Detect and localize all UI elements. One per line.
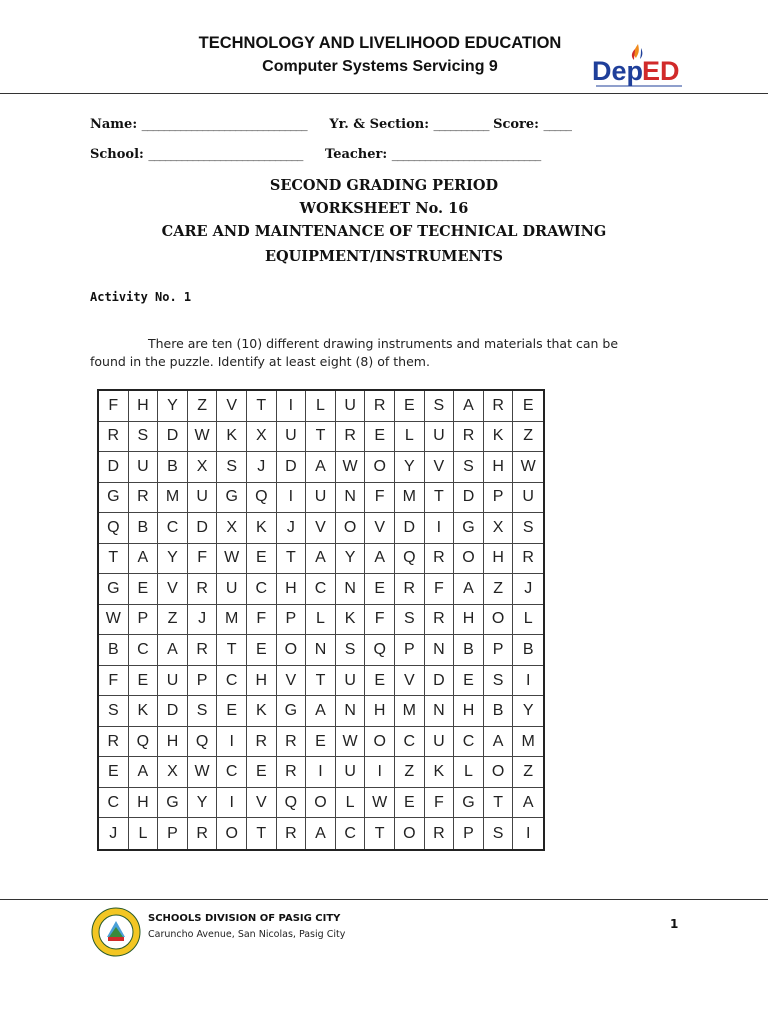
puzzle-cell[interactable]: J (277, 513, 307, 544)
puzzle-cell[interactable]: I (306, 757, 336, 788)
puzzle-cell[interactable]: O (484, 757, 514, 788)
puzzle-cell[interactable]: Q (277, 788, 307, 819)
course-subtitle: Computer Systems Servicing 9 (262, 58, 498, 75)
activity-label: Activity No. 1 (90, 290, 192, 304)
teacher-label: Teacher: (325, 147, 388, 162)
puzzle-cell[interactable]: B (454, 635, 484, 666)
puzzle-cell[interactable]: W (365, 788, 395, 819)
puzzle-cell[interactable]: F (99, 666, 129, 697)
puzzle-cell[interactable]: R (425, 544, 455, 575)
puzzle-cell[interactable]: U (129, 452, 159, 483)
puzzle-cell[interactable]: J (188, 605, 218, 636)
puzzle-cell[interactable]: Z (158, 605, 188, 636)
puzzle-cell[interactable]: Y (513, 696, 543, 727)
puzzle-cell[interactable]: Z (513, 757, 543, 788)
puzzle-cell[interactable]: D (158, 696, 188, 727)
puzzle-cell[interactable]: L (395, 422, 425, 453)
puzzle-cell[interactable]: F (99, 391, 129, 422)
puzzle-cell[interactable]: R (99, 422, 129, 453)
puzzle-cell[interactable]: E (365, 574, 395, 605)
puzzle-cell[interactable]: O (395, 818, 425, 849)
puzzle-cell[interactable]: E (395, 391, 425, 422)
puzzle-cell[interactable]: R (454, 422, 484, 453)
puzzle-cell[interactable]: H (365, 696, 395, 727)
puzzle-cell[interactable]: B (99, 635, 129, 666)
puzzle-cell[interactable]: Q (129, 727, 159, 758)
puzzle-cell[interactable]: T (484, 788, 514, 819)
puzzle-cell[interactable]: W (99, 605, 129, 636)
puzzle-cell[interactable]: G (277, 696, 307, 727)
name-field[interactable]: ______________________________ (141, 117, 307, 132)
puzzle-cell[interactable]: A (306, 696, 336, 727)
puzzle-cell[interactable]: U (513, 483, 543, 514)
puzzle-cell[interactable]: N (336, 483, 366, 514)
puzzle-cell[interactable]: V (425, 452, 455, 483)
puzzle-cell[interactable]: A (454, 574, 484, 605)
puzzle-cell[interactable]: K (217, 422, 247, 453)
puzzle-cell[interactable]: N (336, 574, 366, 605)
puzzle-cell[interactable]: E (454, 666, 484, 697)
puzzle-cell[interactable]: O (365, 727, 395, 758)
puzzle-cell[interactable]: U (336, 391, 366, 422)
puzzle-cell[interactable]: K (336, 605, 366, 636)
puzzle-cell[interactable]: L (306, 391, 336, 422)
section-field[interactable]: __________ (433, 117, 489, 132)
puzzle-cell[interactable]: S (99, 696, 129, 727)
puzzle-cell[interactable]: K (425, 757, 455, 788)
puzzle-cell[interactable]: E (365, 666, 395, 697)
puzzle-cell[interactable]: L (306, 605, 336, 636)
puzzle-cell[interactable]: R (188, 818, 218, 849)
school-label: School: (90, 147, 144, 162)
puzzle-cell[interactable]: S (513, 513, 543, 544)
puzzle-cell[interactable]: E (217, 696, 247, 727)
name-label: Name: (90, 117, 138, 132)
puzzle-cell[interactable]: U (336, 757, 366, 788)
puzzle-cell[interactable]: E (247, 635, 277, 666)
puzzle-cell[interactable]: R (513, 544, 543, 575)
puzzle-cell[interactable]: W (188, 757, 218, 788)
puzzle-cell[interactable]: R (484, 391, 514, 422)
puzzle-cell[interactable]: P (158, 818, 188, 849)
school-field[interactable]: ____________________________ (148, 147, 303, 162)
puzzle-cell[interactable]: L (513, 605, 543, 636)
puzzle-cell[interactable]: U (188, 483, 218, 514)
puzzle-cell[interactable]: W (217, 544, 247, 575)
puzzle-cell[interactable]: Z (513, 422, 543, 453)
puzzle-cell[interactable]: V (277, 666, 307, 697)
puzzle-cell[interactable]: V (365, 513, 395, 544)
division-name: SCHOOLS DIVISION OF PASIG CITY (148, 913, 341, 924)
puzzle-cell[interactable]: X (217, 513, 247, 544)
grading-period-heading: SECOND GRADING PERIOD (269, 177, 499, 194)
puzzle-cell[interactable]: D (277, 452, 307, 483)
puzzle-cell[interactable]: Z (395, 757, 425, 788)
puzzle-cell[interactable]: H (277, 574, 307, 605)
puzzle-cell[interactable]: A (454, 391, 484, 422)
puzzle-cell[interactable]: B (484, 696, 514, 727)
puzzle-cell[interactable]: U (158, 666, 188, 697)
puzzle-cell[interactable]: J (99, 818, 129, 849)
puzzle-cell[interactable]: I (277, 391, 307, 422)
form-row-name (90, 117, 571, 132)
topic-heading-line1: CARE AND MAINTENANCE OF TECHNICAL DRAWING (161, 223, 607, 240)
puzzle-cell[interactable]: U (336, 666, 366, 697)
puzzle-cell[interactable]: E (99, 757, 129, 788)
puzzle-cell[interactable]: R (365, 391, 395, 422)
word-search-grid (97, 389, 545, 851)
puzzle-cell[interactable]: S (217, 452, 247, 483)
puzzle-cell[interactable]: P (395, 635, 425, 666)
puzzle-cell[interactable]: Y (158, 544, 188, 575)
subject-title: TECHNOLOGY AND LIVELIHOOD EDUCATION (198, 34, 562, 52)
puzzle-cell[interactable]: T (217, 635, 247, 666)
deped-logo-text: Dep (592, 56, 644, 86)
puzzle-cell[interactable]: D (188, 513, 218, 544)
puzzle-cell[interactable]: D (454, 483, 484, 514)
puzzle-cell[interactable]: W (188, 422, 218, 453)
score-field[interactable]: _____ (543, 117, 572, 132)
puzzle-cell[interactable]: F (247, 605, 277, 636)
puzzle-cell[interactable]: I (525, 824, 531, 842)
puzzle-cell[interactable]: R (336, 422, 366, 453)
deped-logo (588, 40, 688, 92)
puzzle-cell[interactable]: T (277, 544, 307, 575)
puzzle-cell[interactable]: O (336, 513, 366, 544)
puzzle-cell[interactable]: A (365, 544, 395, 575)
puzzle-cell[interactable]: Y (395, 452, 425, 483)
puzzle-cell[interactable]: C (217, 757, 247, 788)
puzzle-cell[interactable]: E (247, 757, 277, 788)
puzzle-cell[interactable]: A (306, 818, 336, 849)
puzzle-cell[interactable]: G (454, 513, 484, 544)
puzzle-cell[interactable]: X (484, 513, 514, 544)
puzzle-cell[interactable]: P (129, 605, 159, 636)
puzzle-cell[interactable]: C (217, 666, 247, 697)
puzzle-cell[interactable]: M (513, 727, 543, 758)
division-address: Caruncho Avenue, San Nicolas, Pasig City (148, 929, 346, 940)
puzzle-cell[interactable]: R (277, 818, 307, 849)
puzzle-cell[interactable]: B (158, 452, 188, 483)
puzzle-cell[interactable]: A (306, 452, 336, 483)
puzzle-cell[interactable]: R (425, 818, 455, 849)
puzzle-cell[interactable]: I (365, 757, 395, 788)
puzzle-cell[interactable]: I (217, 727, 247, 758)
puzzle-cell[interactable]: V (395, 666, 425, 697)
puzzle-cell[interactable]: C (395, 727, 425, 758)
puzzle-cell[interactable]: N (425, 696, 455, 727)
teacher-field[interactable]: ___________________________ (391, 147, 541, 162)
puzzle-cell[interactable]: R (425, 605, 455, 636)
puzzle-cell[interactable]: S (484, 666, 514, 697)
puzzle-cell[interactable]: O (454, 544, 484, 575)
puzzle-cell[interactable]: T (425, 483, 455, 514)
puzzle-cell[interactable]: U (306, 483, 336, 514)
score-label: Score: (493, 117, 539, 132)
puzzle-cell[interactable]: Q (395, 544, 425, 575)
puzzle-cell[interactable]: M (217, 605, 247, 636)
puzzle-cell[interactable]: A (484, 727, 514, 758)
puzzle-cell[interactable]: E (365, 422, 395, 453)
puzzle-cell[interactable]: Y (336, 544, 366, 575)
puzzle-cell[interactable]: O (277, 635, 307, 666)
puzzle-cell[interactable]: C (306, 574, 336, 605)
puzzle-cell[interactable]: H (484, 544, 514, 575)
puzzle-cell[interactable]: S (425, 391, 455, 422)
puzzle-cell[interactable]: A (158, 635, 188, 666)
puzzle-cell[interactable]: O (484, 605, 514, 636)
puzzle-cell[interactable]: A (513, 788, 543, 819)
puzzle-cell[interactable]: U (425, 422, 455, 453)
worksheet-number-heading: WORKSHEET No. 16 (299, 200, 469, 217)
puzzle-cell[interactable]: H (158, 727, 188, 758)
division-seal-icon (91, 907, 141, 957)
puzzle-cell[interactable]: J (513, 574, 543, 605)
puzzle-cell[interactable]: G (158, 788, 188, 819)
puzzle-cell[interactable]: E (129, 666, 159, 697)
puzzle-cell[interactable]: X (158, 757, 188, 788)
puzzle-cell[interactable]: T (365, 818, 395, 849)
puzzle-cell[interactable]: R (99, 727, 129, 758)
puzzle-cell[interactable]: D (158, 422, 188, 453)
puzzle-cell[interactable]: X (188, 452, 218, 483)
puzzle-cell[interactable]: G (217, 483, 247, 514)
puzzle-cell[interactable]: S (188, 696, 218, 727)
page-number: 1 (670, 917, 679, 931)
puzzle-cell[interactable]: Y (188, 788, 218, 819)
puzzle-cell[interactable]: Y (158, 391, 188, 422)
puzzle-cell[interactable]: C (336, 818, 366, 849)
footer-divider (0, 899, 768, 900)
puzzle-cell[interactable]: F (425, 574, 455, 605)
puzzle-cell[interactable]: T (247, 391, 277, 422)
puzzle-cell[interactable]: T (306, 422, 336, 453)
puzzle-cell[interactable]: Q (188, 727, 218, 758)
puzzle-cell[interactable]: P (188, 666, 218, 697)
puzzle-cell[interactable]: A (306, 544, 336, 575)
header-divider (0, 93, 768, 94)
puzzle-cell[interactable]: O (365, 452, 395, 483)
puzzle-cell[interactable]: K (484, 422, 514, 453)
puzzle-cell[interactable]: Q (247, 483, 277, 514)
puzzle-cell[interactable]: B (129, 513, 159, 544)
puzzle-cell[interactable]: I (217, 788, 247, 819)
puzzle-cell[interactable]: K (129, 696, 159, 727)
puzzle-cell[interactable]: S (336, 635, 366, 666)
puzzle-cell[interactable]: U (425, 727, 455, 758)
puzzle-cell[interactable]: F (425, 788, 455, 819)
puzzle-cell[interactable]: A (129, 544, 159, 575)
puzzle-cell[interactable]: C (247, 574, 277, 605)
puzzle-cell[interactable]: H (129, 788, 159, 819)
puzzle-cell[interactable]: R (395, 574, 425, 605)
puzzle-cell[interactable]: H (247, 666, 277, 697)
puzzle-cell[interactable]: U (217, 574, 247, 605)
puzzle-cell[interactable]: K (247, 696, 277, 727)
puzzle-cell[interactable]: H (484, 452, 514, 483)
puzzle-cell[interactable]: M (395, 483, 425, 514)
puzzle-cell[interactable]: O (217, 818, 247, 849)
puzzle-cell[interactable]: G (99, 483, 129, 514)
puzzle-cell[interactable]: A (129, 757, 159, 788)
puzzle-cell[interactable]: L (129, 818, 159, 849)
puzzle-cell[interactable]: T (99, 544, 129, 575)
svg-text:ED: ED (642, 56, 680, 86)
puzzle-cell[interactable]: W (336, 727, 366, 758)
puzzle-cell[interactable]: V (217, 391, 247, 422)
puzzle-cell[interactable]: Q (365, 635, 395, 666)
puzzle-cell[interactable]: E (129, 574, 159, 605)
puzzle-cell[interactable]: T (306, 666, 336, 697)
puzzle-cell[interactable]: S (129, 422, 159, 453)
puzzle-cell[interactable]: F (365, 483, 395, 514)
puzzle-cell[interactable]: P (454, 818, 484, 849)
puzzle-cell[interactable]: R (129, 483, 159, 514)
puzzle-cell[interactable]: X (247, 422, 277, 453)
puzzle-cell[interactable]: O (306, 788, 336, 819)
puzzle-cell[interactable]: S (454, 452, 484, 483)
puzzle-cell[interactable]: S (395, 605, 425, 636)
puzzle-cell[interactable]: I (425, 513, 455, 544)
puzzle-cell[interactable]: S (484, 818, 514, 849)
puzzle-cell[interactable]: B (513, 635, 543, 666)
puzzle-cell[interactable]: P (484, 635, 514, 666)
puzzle-cell[interactable]: R (188, 574, 218, 605)
puzzle-cell[interactable]: C (454, 727, 484, 758)
puzzle-cell[interactable]: F (188, 544, 218, 575)
puzzle-cell[interactable]: E (306, 727, 336, 758)
puzzle-cell[interactable]: F (365, 605, 395, 636)
section-label: Yr. & Section: (329, 117, 430, 132)
puzzle-cell[interactable]: L (454, 757, 484, 788)
puzzle-cell[interactable]: G (99, 574, 129, 605)
puzzle-cell[interactable]: V (158, 574, 188, 605)
puzzle-cell[interactable]: D (395, 513, 425, 544)
puzzle-cell[interactable]: P (277, 605, 307, 636)
puzzle-cell[interactable]: W (336, 452, 366, 483)
puzzle-cell[interactable]: E (513, 391, 543, 422)
puzzle-cell[interactable]: U (277, 422, 307, 453)
form-row-school (90, 147, 540, 162)
puzzle-cell[interactable]: N (425, 635, 455, 666)
topic-heading-line2: EQUIPMENT/INSTRUMENTS (264, 248, 504, 265)
puzzle-cell[interactable]: R (277, 757, 307, 788)
puzzle-cell[interactable]: Z (188, 391, 218, 422)
puzzle-cell[interactable]: R (188, 635, 218, 666)
puzzle-cell[interactable]: C (129, 635, 159, 666)
puzzle-cell[interactable]: N (306, 635, 336, 666)
puzzle-cell[interactable]: C (158, 513, 188, 544)
puzzle-cell[interactable]: W (513, 452, 543, 483)
puzzle-cell[interactable]: J (247, 452, 277, 483)
puzzle-cell[interactable]: E (395, 788, 425, 819)
puzzle-cell[interactable]: V (306, 513, 336, 544)
puzzle-cell[interactable]: M (395, 696, 425, 727)
puzzle-cell[interactable]: D (99, 452, 129, 483)
puzzle-cell[interactable]: M (158, 483, 188, 514)
puzzle-cell[interactable]: G (454, 788, 484, 819)
puzzle-cell[interactable]: K (247, 513, 277, 544)
puzzle-cell[interactable]: C (99, 788, 129, 819)
puzzle-cell[interactable]: T (247, 818, 277, 849)
puzzle-cell[interactable]: R (277, 727, 307, 758)
puzzle-cell[interactable]: Z (484, 574, 514, 605)
puzzle-cell[interactable]: I (513, 666, 543, 697)
puzzle-cell[interactable]: P (484, 483, 514, 514)
puzzle-cell[interactable]: Q (99, 513, 129, 544)
puzzle-cell[interactable]: R (247, 727, 277, 758)
puzzle-cell[interactable]: N (336, 696, 366, 727)
puzzle-cell[interactable]: I (277, 483, 307, 514)
puzzle-cell[interactable]: V (247, 788, 277, 819)
puzzle-cell[interactable]: E (247, 544, 277, 575)
puzzle-cell[interactable]: H (454, 605, 484, 636)
puzzle-cell[interactable]: H (454, 696, 484, 727)
puzzle-cell[interactable]: D (425, 666, 455, 697)
activity-instructions: There are ten (10) different drawing instruments and materials that can be found in the puzzle. Identify at least eight (8) of them. (90, 336, 619, 369)
puzzle-cell[interactable]: H (129, 391, 159, 422)
puzzle-cell[interactable]: L (336, 788, 366, 819)
